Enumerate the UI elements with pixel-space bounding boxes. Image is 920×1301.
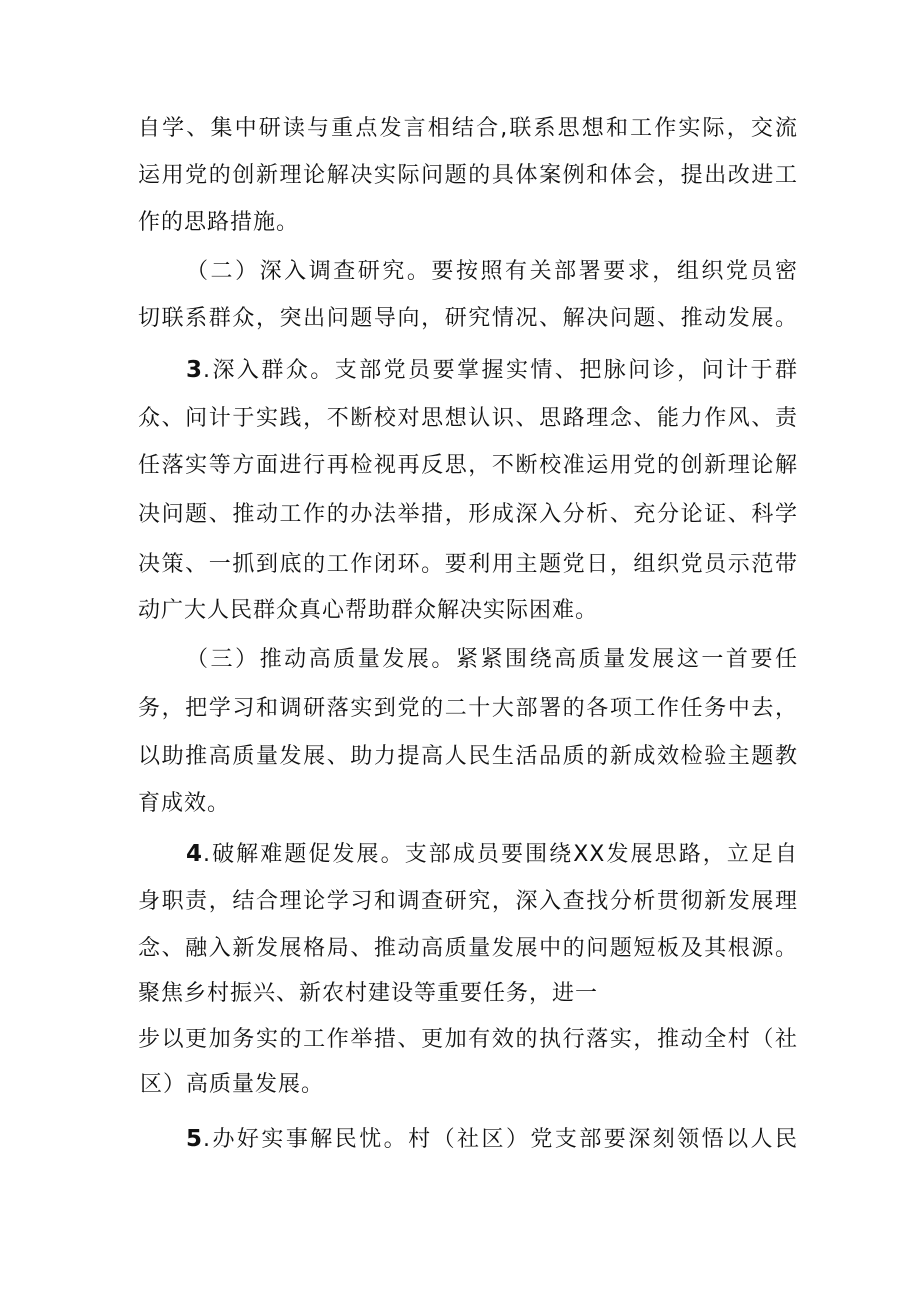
text-line: 步以更加务实的工作举措、更加有效的执行落实，推动全村（社 xyxy=(138,1027,798,1052)
item-text: .深入群众。支部党员要掌握实情、把脉问诊，问计于群 xyxy=(203,358,798,383)
section-heading-line: （二）深入调查研究。要按照有关部署要求，组织党员密 xyxy=(186,259,798,284)
text-line: 动广大人民群众真心帮助群众解决实际困难。 xyxy=(138,598,599,623)
text-line: 务，把学习和调研落实到党的二十大部署的各项工作任务中去， xyxy=(138,696,798,721)
item-number: 3 xyxy=(186,357,204,383)
text-line: 自学、集中研读与重点发言相结合,联系思想和工作实际，交流 xyxy=(138,116,798,141)
text-line: 身职责，结合理论学习和调查研究，深入查找分析贯彻新发展理 xyxy=(138,889,798,914)
numbered-item-line xyxy=(186,348,798,392)
text-line: 切联系群众，突出问题导向，研究情况、解决问题、推动发展。 xyxy=(138,306,798,331)
item-number: 4 xyxy=(186,841,204,867)
section-heading-line: （三）推动高质量发展。紧紧围绕高质量发展这一首要任 xyxy=(186,647,798,672)
text-line: 育成效。 xyxy=(138,791,231,816)
numbered-item-line xyxy=(186,1117,798,1161)
text-line: 念、融入新发展格局、推动高质量发展中的问题短板及其根源。 xyxy=(138,936,798,961)
numbered-item-line xyxy=(186,832,798,876)
text-line: 作的思路措施。 xyxy=(138,210,300,235)
text-line: 聚焦乡村振兴、新农村建设等重要任务，进一 xyxy=(138,981,599,1006)
text-line: 决问题、推动工作的办法举措，形成深入分析、充分论证、科学 xyxy=(138,502,798,527)
text-line: 任落实等方面进行再检视再反思，不断校准运用党的创新理论解 xyxy=(138,453,798,478)
text-line: 众、问计于实践，不断校对思想认识、思路理念、能力作风、责 xyxy=(138,406,798,431)
text-line: 以助推高质量发展、助力提高人民生活品质的新成效检验主题教 xyxy=(138,744,798,769)
item-text: .破解难题促发展。支部成员要围绕XX发展思路，立足自 xyxy=(203,842,798,867)
item-text: .办好实事解民忧。村（社区）党支部要深刻领悟以人民 xyxy=(203,1127,798,1152)
text-line: 运用党的创新理论解决实际问题的具体案例和体会，提出改进工 xyxy=(138,163,798,188)
text-line: 决策、一抓到底的工作闭环。要利用主题党日，组织党员示范带 xyxy=(138,552,798,577)
item-number: 5 xyxy=(186,1126,204,1152)
text-line: 区）高质量发展。 xyxy=(140,1072,325,1097)
